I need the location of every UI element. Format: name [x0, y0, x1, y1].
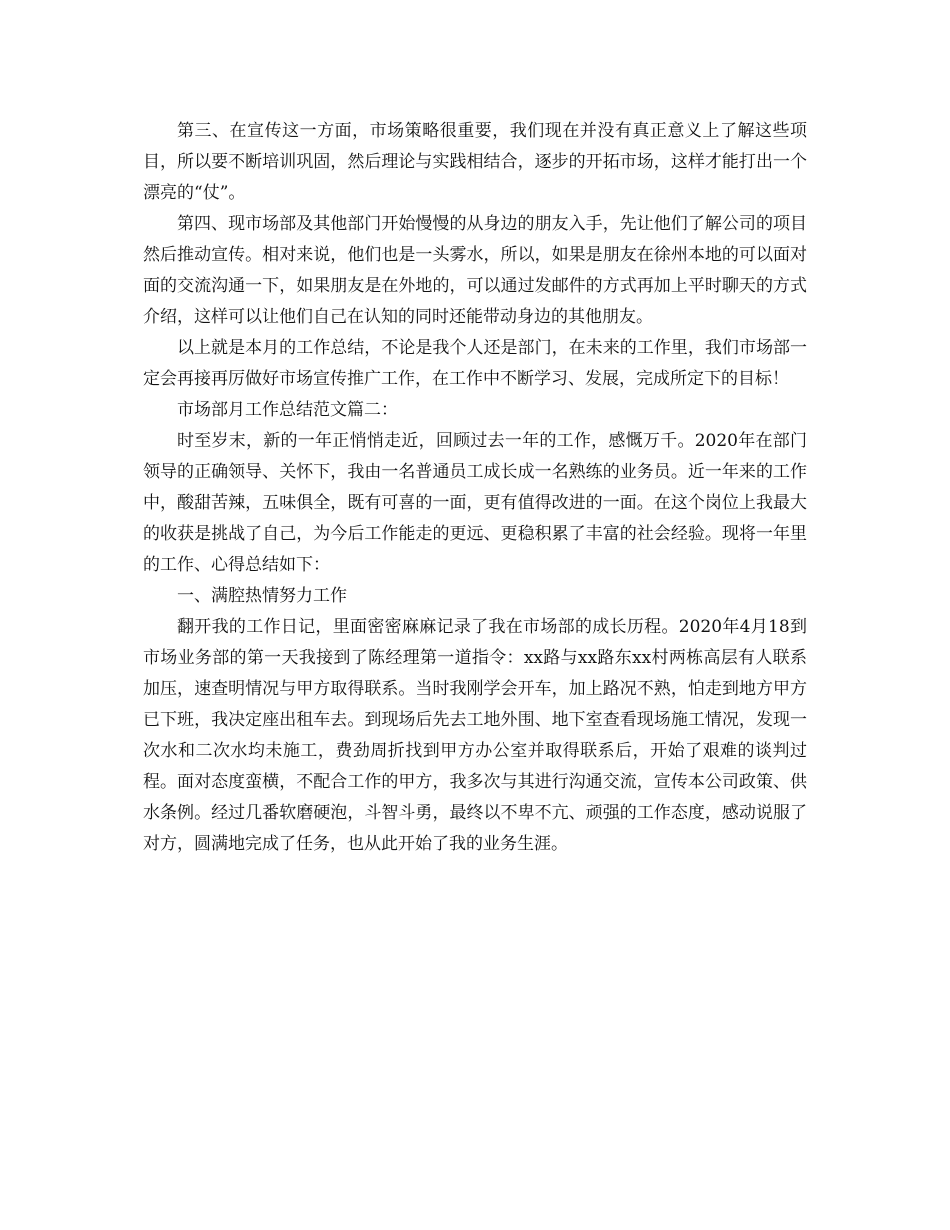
paragraph-year-review: 时至岁末，新的一年正悄悄走近，回顾过去一年的工作，感慨万千。2020年在部门领导的正确领导、关怀下，我由一名普通员工成长成一名熟练的业务员。近一年来的工作中，酸甜苦辣，五味俱全，既有可喜的一面，更有值得改进的一面。在这个岗位上我最大的收获是挑战了自己，为今后工作能走的更远、更稳积累了丰富的社会经验。现将一年里的工作、心得总结如下： [143, 431, 807, 575]
section-heading-sample-two: 市场部月工作总结范文篇二： [177, 400, 398, 420]
document-body [143, 116, 807, 860]
paragraph-work-diary: 翻开我的工作日记，里面密密麻麻记录了我在市场部的成长历程。2020年4月18到市场业务部的第一天我接到了陈经理第一道指令：xx路与xx路东xx村两栋高层有人联系加压，速查明情况与甲方取得联系。当时我刚学会开车，加上路况不熟，怕走到地方甲方已下班，我决定座出租车去。到现场后先去工地外围、地下室查看现场施工情况，发现一次水和二次水均未施工，费劲周折找到甲方办公室并取得联系后，开始了艰难的谈判过程。面对态度蛮横，不配合工作的甲方，我多次与其进行沟通交流，宣传本公司政策、供水条例。经过几番软磨硬泡，斗智斗勇，最终以不卑不亢、顽强的工作态度，感动说服了对方，圆满地完成了任务，也从此开始了我的业务生涯。 [143, 617, 807, 854]
section-heading-enthusiastic-work: 一、满腔热情努力工作 [177, 586, 347, 606]
paragraph-friends-outreach: 第四、现市场部及其他部门开始慢慢的从身边的朋友入手，先让他们了解公司的项目然后推动宣传。相对来说，他们也是一头雾水，所以，如果是朋友在徐州本地的可以面对面的交流沟通一下，如果朋友是在外地的，可以通过发邮件的方式再加上平时聊天的方式介绍，这样可以让他们自己在认知的同时还能带动身边的其他朋友。 [143, 214, 807, 327]
paragraph-monthly-conclusion: 以上就是本月的工作总结，不论是我个人还是部门，在未来的工作里，我们市场部一定会再接再厉做好市场宣传推广工作，在工作中不断学习、发展，完成所定下的目标！ [143, 338, 807, 389]
paragraph-publicity-strategy: 第三、在宣传这一方面，市场策略很重要，我们现在并没有真正意义上了解这些项目，所以要不断培训巩固，然后理论与实践相结合，逐步的开拓市场，这样才能打出一个漂亮的“仗”。 [143, 121, 807, 203]
